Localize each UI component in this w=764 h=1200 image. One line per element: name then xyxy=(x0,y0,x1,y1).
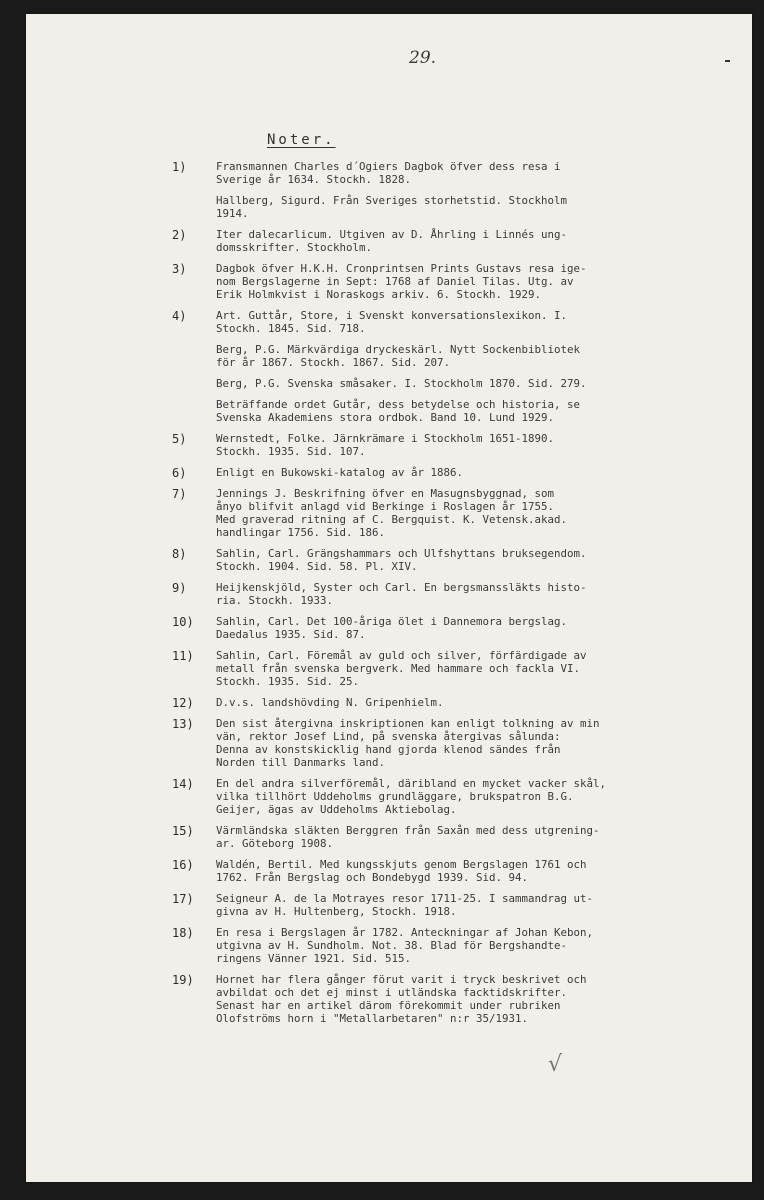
note-item xyxy=(172,615,684,641)
note-text: Berg, P.G. Märkvärdiga dryckeskärl. Nytt Sockenbibliotek för år 1867. Stockh. 1867. Sid. 207. xyxy=(216,343,581,369)
note-text: Sahlin, Carl. Det 100-åriga ölet i Dannemora bergslag. Daedalus 1935. Sid. 87. xyxy=(216,615,568,641)
note-item xyxy=(172,432,684,458)
note-number: 17) xyxy=(172,892,194,906)
note-text: Art. Guttår, Store, i Svenskt konversationslexikon. I. Stockh. 1845. Sid. 718. xyxy=(216,309,568,335)
note-item xyxy=(172,892,684,918)
note-text: Hallberg, Sigurd. Från Sveriges storhetstid. Stockholm 1914. xyxy=(216,194,568,220)
note-item xyxy=(172,466,684,480)
note-text: Beträffande ordet Gutår, dess betydelse och historia, se Svenska Akademiens stora ordbok. Band 10. Lund 1929. xyxy=(216,398,581,424)
note-number: 13) xyxy=(172,717,194,731)
note-text: Seigneur A. de la Motrayes resor 1711-25. I sammandrag ut- givna av H. Hultenberg, Stockh. 1918. xyxy=(216,892,594,918)
note-item xyxy=(172,547,684,573)
note-item xyxy=(172,926,684,965)
note-number: 4) xyxy=(172,309,187,323)
note-item xyxy=(172,160,684,220)
notes-heading: Noter. xyxy=(267,132,336,148)
note-text: Sahlin, Carl. Grängshammars och Ulfshyttans bruksegendom. Stockh. 1904. Sid. 58. Pl. XIV. xyxy=(216,547,587,573)
note-text: Iter dalecarlicum. Utgiven av D. Åhrling i Linnés ung- domsskrifter. Stockholm. xyxy=(216,228,568,254)
note-item xyxy=(172,973,684,1025)
note-number: 9) xyxy=(172,581,187,595)
note-item xyxy=(172,824,684,850)
note-number: 5) xyxy=(172,432,187,446)
note-number: 6) xyxy=(172,466,187,480)
check-mark: √ xyxy=(548,1052,563,1077)
note-item xyxy=(172,717,684,769)
note-text: Hornet har flera gånger förut varit i tryck beskrivet och avbildat och det ej minst i utländska facktidskrifter. Senast har en artikel därom förekommit under rubriken Olofströms horn i "Metallarbetaren" n:r 35/1931. xyxy=(216,973,587,1025)
page-number: 29. xyxy=(409,48,437,68)
note-text: Värmländska släkten Berggren från Saxån med dess utgrening- ar. Göteborg 1908. xyxy=(216,824,600,850)
note-item xyxy=(172,649,684,688)
note-number: 7) xyxy=(172,487,187,501)
note-number: 10) xyxy=(172,615,194,629)
note-number: 19) xyxy=(172,973,194,987)
note-item xyxy=(172,262,684,301)
note-text: Dagbok öfver H.K.H. Cronprintsen Prints Gustavs resa ige- nom Bergslagerne in Sept: 1768 af Daniel Tilas. Utg. av Erik Holmkvist i Noraskogs arkiv. 6. Stockh. 1929. xyxy=(216,262,587,301)
note-item xyxy=(172,309,684,424)
note-text: D.v.s. landshövding N. Gripenhielm. xyxy=(216,696,444,709)
note-item xyxy=(172,696,684,710)
note-text: Fransmannen Charles d´Ogiers Dagbok öfver dess resa i Sverige år 1634. Stockh. 1828. xyxy=(216,160,561,186)
note-item xyxy=(172,581,684,607)
note-number: 15) xyxy=(172,824,194,838)
note-text: Heijkenskjöld, Syster och Carl. En bergsmanssläkts histo- ria. Stockh. 1933. xyxy=(216,581,587,607)
note-text: Sahlin, Carl. Föremål av guld och silver, förfärdigade av metall från svenska bergverk. Med hammare och fackla VI. Stockh. 1935. Sid. 25. xyxy=(216,649,587,688)
notes-list xyxy=(172,160,684,1033)
note-item xyxy=(172,487,684,539)
note-text: En del andra silverföremål, däribland en mycket vacker skål, vilka tillhört Uddeholms grundläggare, brukspatron B.G. Geijer, ägas av Uddeholms Aktiebolag. xyxy=(216,777,607,816)
note-item xyxy=(172,777,684,816)
note-text: Den sist återgivna inskriptionen kan enligt tolkning av min vän, rektor Josef Lind, på svenska återgivas sålunda: Denna av konstskicklig hand gjorda klenod sändes från Norden till Danmarks land. xyxy=(216,717,600,769)
note-text: Jennings J. Beskrifning öfver en Masugnsbyggnad, som ånyo blifvit anlagd vid Berkinge i Roslagen år 1755. Med graverad ritning af C. Bergquist. K. Vetensk.akad. handlingar 1756. Sid. 186. xyxy=(216,487,568,539)
note-number: 16) xyxy=(172,858,194,872)
note-number: 3) xyxy=(172,262,187,276)
margin-mark xyxy=(725,60,730,62)
note-number: 2) xyxy=(172,228,187,242)
note-number: 11) xyxy=(172,649,194,663)
note-item xyxy=(172,858,684,884)
note-text: Wernstedt, Folke. Järnkrämare i Stockholm 1651-1890. Stockh. 1935. Sid. 107. xyxy=(216,432,555,458)
note-text: Waldén, Bertil. Med kungsskjuts genom Bergslagen 1761 och 1762. Från Bergslag och Bondebygd 1939. Sid. 94. xyxy=(216,858,587,884)
note-number: 14) xyxy=(172,777,194,791)
note-text: Enligt en Bukowski-katalog av år 1886. xyxy=(216,466,464,479)
note-number: 1) xyxy=(172,160,187,174)
note-text: En resa i Bergslagen år 1782. Anteckningar af Johan Kebon, utgivna av H. Sundholm. Not. 38. Blad för Bergshandte- ringens Vänner 1921. Sid. 515. xyxy=(216,926,594,965)
note-number: 8) xyxy=(172,547,187,561)
note-number: 18) xyxy=(172,926,194,940)
note-number: 12) xyxy=(172,696,194,710)
note-text: Berg, P.G. Svenska småsaker. I. Stockholm 1870. Sid. 279. xyxy=(216,377,587,390)
note-item xyxy=(172,228,684,254)
